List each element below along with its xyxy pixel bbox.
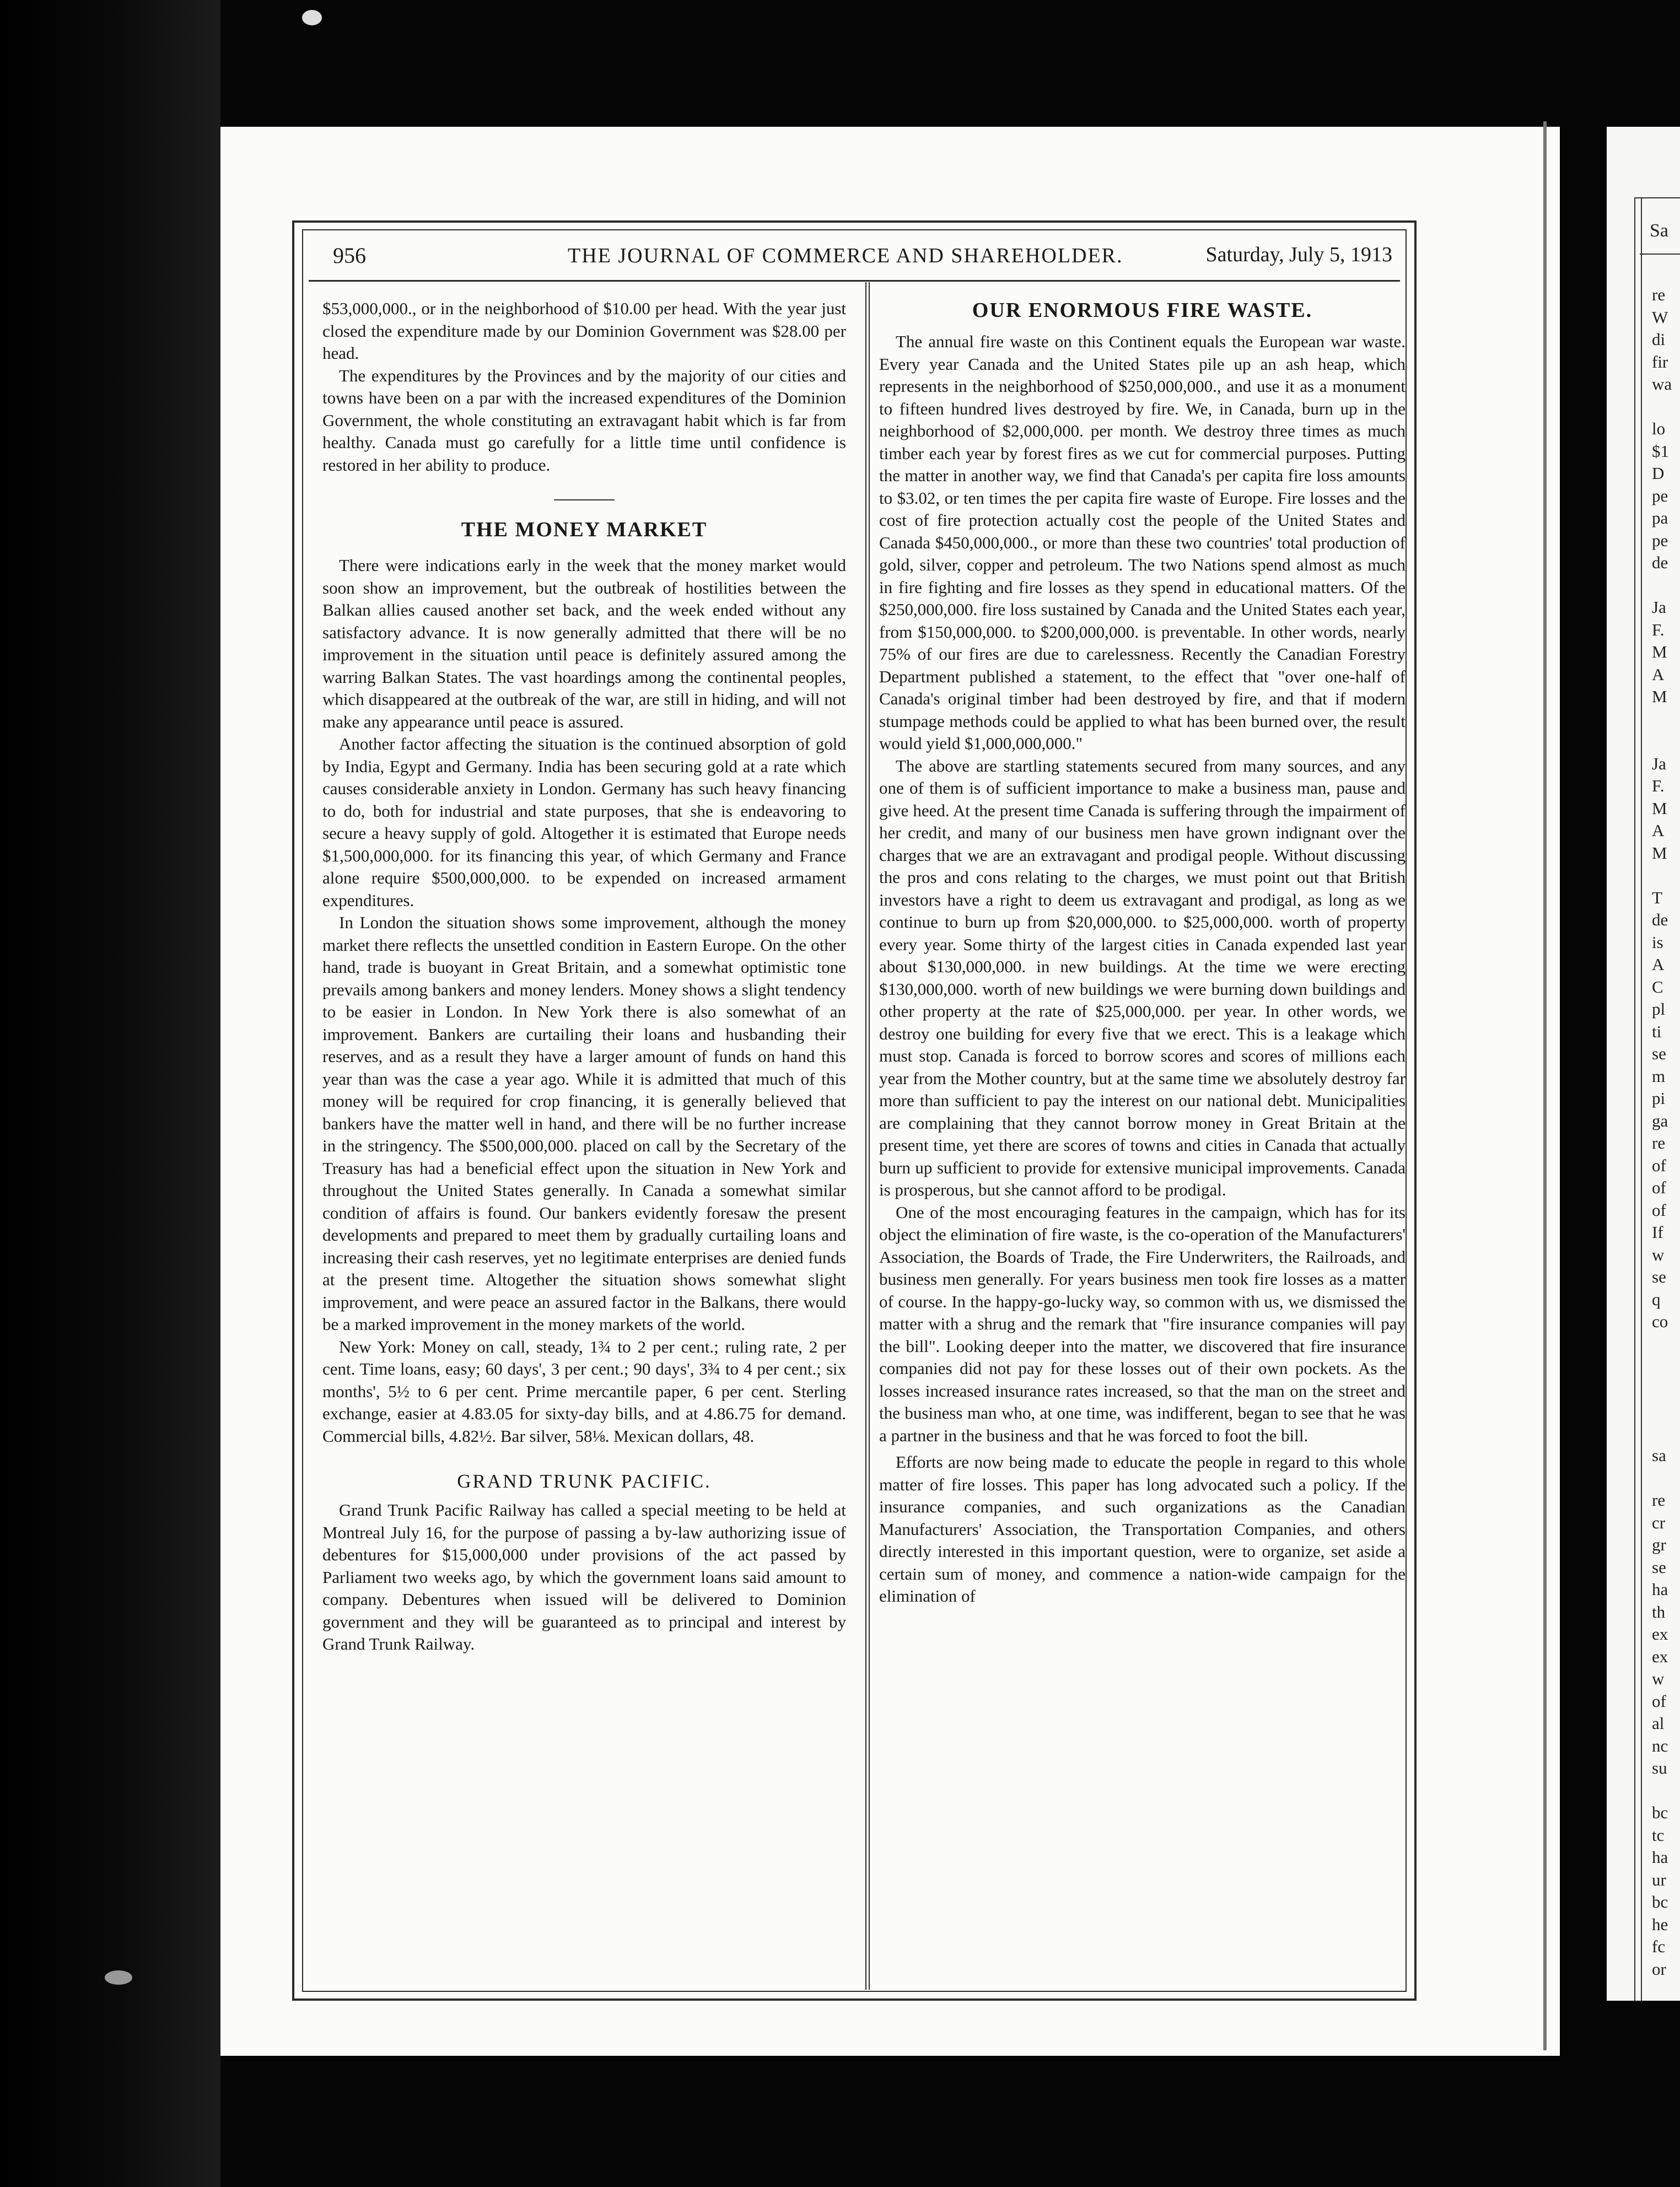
adjacent-line-fragment: lo xyxy=(1652,419,1666,438)
money-market-title: THE MONEY MARKET xyxy=(461,518,708,541)
adjacent-line-fragment xyxy=(1652,1467,1672,1490)
adjacent-line-fragment: of xyxy=(1652,1155,1666,1175)
money-market-paragraph: There were indications early in the week that the money market would soon show an improvement, but the outbreak of hostilities between the Balkan allies caused another set back, and the week ended without any satisfactory advance. It is now generally admitted that there will be no improvement in the situation until peace is definitely assured among the warring Balkan States. The vast hoardings among the continental peoples, which disappeared at the outbreak of the war, are still in hiding, and will not make any appearance until peace is assured. xyxy=(322,556,846,731)
adjacent-page-frame xyxy=(1634,197,1680,198)
adjacent-line-fragment xyxy=(1652,574,1672,597)
adjacent-line-fragment: of xyxy=(1652,1691,1666,1711)
adjacent-line-fragment: A xyxy=(1652,955,1665,974)
adjacent-line-fragment xyxy=(1652,1400,1672,1423)
adjacent-line-fragment: C xyxy=(1652,977,1663,996)
adjacent-line-fragment: M xyxy=(1652,843,1667,863)
adjacent-line-fragment: or xyxy=(1652,1959,1666,1979)
money-market-paragraph: In London the situation shows some improvement, although the money market there reflects the unsettled condition in Eastern Europe. On the other hand, trade is buoyant in Great Britain, and a somewhat optimistic tone prevails among bankers and money lenders. Money shows a slight tendency to be easier in London. In New York there is also somewhat of an improvement. Bankers are curtailing their loans and husbanding their reserves, and as a result they have a larger amount of funds on hand this year than was the case a year ago. While it is admitted that much of this money will be required for crop financing, it is generally believed that bankers have the matter well in hand, and there will be no further increase in the stringency. The $500,000,000. placed on call by the Secretary of the Treasury has had a beneficial effect upon the situation in New York and throughout the United States generally. In Canada a somewhat similar condition of affairs is found. Our bankers evidently foresaw the present developments and prepared to meet them by gradually curtailing loans and increasing their cash reserves, yet no legitimate enterprises are denied funds at the present time. Altogether the situation shows somewhat slight improvement, and were peace an assured factor in the Balkans, there would be a marked improvement in the money markets of the world. xyxy=(322,913,846,1334)
adjacent-line-fragment: pe xyxy=(1652,530,1668,550)
adjacent-line-fragment: co xyxy=(1652,1312,1668,1331)
adjacent-line-fragment: w xyxy=(1652,1245,1665,1264)
page-number: 956 xyxy=(333,243,366,268)
adjacent-line-fragment: th xyxy=(1652,1602,1666,1622)
publication-title: THE JOURNAL OF COMMERCE AND SHAREHOLDER. xyxy=(568,244,1123,267)
adjacent-page-header: Sa xyxy=(1650,220,1668,241)
adjacent-line-fragment xyxy=(1652,1423,1672,1445)
adjacent-line-fragment: is xyxy=(1652,932,1663,952)
adjacent-line-fragment: fc xyxy=(1652,1937,1666,1956)
adjacent-line-fragment: tc xyxy=(1652,1825,1665,1845)
fire-waste-paragraph: The above are startling statements secured from many sources, and any one of them is of sufficient importance to make a business man, pause and give heed. At the present time Canada is suffering through the impairment of her credit, and many of our business men have grown indignant over the charges that we are an extravagant and prodigal people. Without discussing the pros and cons relating to the charges, we must point out that British investors have a right to deem us extravagant and prodigal, as long as we continue to burn up from $20,000,000. to $25,000,000. worth of property every year. Some thirty of the largest cities in Canada expended last year about $130,000,000. in new buildings. At the time we were erecting $130,000,000. worth of new buildings we were burning down buildings and other property at the rate of $25,000,000. per year. In other words, we destroy one building for every five that we erect. This is a leakage which must stop. Canada is forced to borrow scores and scores of millions each year from the Mother country, but at the same time we absolutely destroy far more than sufficient to pay the interest on our national debt. Municipalities are complaining that they cannot borrow money in Great Britain at the present time, yet there are scores of towns and cities in Canada that actually burn up sufficient to provide for extensive municipal improvements. Canada is prosperous, but she cannot afford to be prodigal. xyxy=(879,756,1406,1199)
adjacent-line-fragment: ga xyxy=(1652,1111,1668,1130)
adjacent-line-fragment: pl xyxy=(1652,999,1666,1019)
adjacent-line-fragment: sa xyxy=(1652,1446,1666,1465)
adjacent-line-fragment xyxy=(1652,864,1672,887)
adjacent-line-fragment: bc xyxy=(1652,1803,1668,1822)
adjacent-line-fragment: se xyxy=(1652,1267,1666,1286)
adjacent-line-fragment: di xyxy=(1652,330,1666,349)
adjacent-line-fragment xyxy=(1652,1780,1672,1802)
adjacent-line-fragment: su xyxy=(1652,1758,1667,1777)
adjacent-line-fragment: nc xyxy=(1652,1736,1668,1755)
adjacent-line-fragment: $1 xyxy=(1652,441,1669,461)
adjacent-line-fragment: ti xyxy=(1652,1021,1662,1041)
adjacent-line-fragment: w xyxy=(1652,1669,1665,1688)
adjacent-line-fragment: Ja xyxy=(1652,597,1666,617)
fire-waste-paragraph: Efforts are now being made to educate the people in regard to this whole matter of fire losses. This paper has long advocated such a policy. If the insurance companies, and such organizations as the Canadian Manufacturers' Association, the Transportation Companies, and others directly interested in this important question, were to organize, set aside a certain sum of money, and commence a nation-wide campaign for the elimination of xyxy=(879,1452,1406,1606)
adjacent-line-fragment: D xyxy=(1652,464,1665,483)
fire-waste-paragraph: One of the most encouraging features in the campaign, which has for its object the elimination of fire waste, is the co-operation of the Manufacturers' Association, the Boards of Trade, the Fire Underwriters, the Railroads, and business men generally. For years business men took fire losses as a matter of course. In the happy-go-lucky way, so common with us, we dismissed the matter with a shrug and the remark that "fire insurance companies will pay the bill". Looking deeper into the matter, we discovered that fire insurance companies did not pay for these losses out of their own pockets. As the losses increased insurance rates increased, so that the man on the street and the business man who, at one time, was indifferent, began to see that he was a partner in the business and that he was forced to foot the bill. xyxy=(879,1202,1406,1445)
grand-trunk-title: GRAND TRUNK PACIFIC. xyxy=(457,1470,712,1492)
adjacent-page-frame xyxy=(1634,198,1635,2001)
adjacent-line-fragment: ur xyxy=(1652,1870,1666,1889)
adjacent-line-fragment: m xyxy=(1652,1066,1666,1086)
adjacent-line-fragment: T xyxy=(1652,887,1662,907)
adjacent-line-fragment xyxy=(1652,396,1672,418)
adjacent-line-fragment: M xyxy=(1652,798,1667,818)
adjacent-page-frame xyxy=(1641,198,1642,2001)
adjacent-line-fragment xyxy=(1652,1333,1672,1356)
adjacent-line-fragment: al xyxy=(1652,1714,1665,1733)
adjacent-line-fragment: bc xyxy=(1652,1892,1668,1911)
adjacent-line-fragment: M xyxy=(1652,687,1667,706)
adjacent-line-fragment: A xyxy=(1652,821,1665,840)
adjacent-header-rule xyxy=(1640,254,1680,255)
intro-paragraph: $53,000,000., or in the neighborhood of $10.00 per head. With the year just closed the expenditure made by our Dominion Government was $28.00 per head. xyxy=(322,299,846,363)
dust-speck xyxy=(302,10,322,25)
adjacent-line-fragment: q xyxy=(1652,1289,1661,1309)
money-market-paragraph: Another factor affecting the situation is the continued absorption of gold by India, Egypt and Germany. India has been securing gold at a rate which causes considerable anxiety in London. Germany has such heavy financing to do, both for industrial and state purposes, that she is endeavoring to secure a heavy supply of gold. Altogether it is estimated that Europe needs $1,500,000,000. for its financing this year, of which Germany and France alone require $500,000,000. to be expended on increased armament expenditures. xyxy=(322,734,846,910)
fire-waste-paragraph: The annual fire waste on this Continent equals the European war waste. Every year Canada and the United States pile up an ash heap, which represents in the neighborhood of $250,000,000., and use it as a monument to fifteen hundred lives destroyed by fire. We, in Canada, burn up in the neighborhood of $2,000,000. per month. We destroy three times as much timber each year by forest fires as we cut for commercial purposes. Putting the matter in another way, we find that Canada's per capita fire loss amounts to $3.02, or ten times the per capita fire waste of Europe. Fire losses and the cost of fire protection actually cost the people of the United States and Canada $450,000,000., or more than these two countries' total production of gold, silver, copper and petroleum. The two Nations spend almost as much in fire fighting and fire losses as they spend in educational matters. Of the $250,000,000. fire loss sustained by Canada and the United States each year, from $150,000,000. to $200,000,000. is preventable. In other words, nearly 75% of our fires are due to carelessness. Recently the Canadian Forestry Department published a statement, to the effect that "over one-half of Canada's original timber had been destroyed by fire, and that if modern stumpage methods could be applied to what has been burned over, the result would yield $1,000,000,000." xyxy=(879,332,1406,753)
adjacent-line-fragment: ex xyxy=(1652,1646,1668,1666)
adjacent-line-fragment xyxy=(1652,1355,1672,1378)
right-column xyxy=(879,298,1406,1608)
issue-date: Saturday, July 5, 1913 xyxy=(1205,243,1392,266)
adjacent-line-fragment xyxy=(1652,708,1672,731)
adjacent-line-fragment: gr xyxy=(1652,1535,1666,1554)
adjacent-line-fragment: pa xyxy=(1652,508,1668,527)
adjacent-line-fragment: If xyxy=(1652,1222,1663,1242)
adjacent-line-fragment: F. xyxy=(1652,620,1665,639)
adjacent-line-fragment: de xyxy=(1652,910,1668,929)
adjacent-line-fragment: ex xyxy=(1652,1624,1668,1644)
adjacent-page-text xyxy=(1652,284,1672,1980)
adjacent-line-fragment: of xyxy=(1652,1178,1666,1197)
adjacent-line-fragment: A xyxy=(1652,664,1665,684)
header-rule xyxy=(309,280,1400,282)
page-gutter xyxy=(1543,121,1547,2050)
column-rule xyxy=(865,282,870,1990)
scan-dark-margin xyxy=(0,0,220,2187)
adjacent-line-fragment: ha xyxy=(1652,1847,1668,1867)
adjacent-line-fragment: re xyxy=(1652,1133,1666,1152)
adjacent-line-fragment: wa xyxy=(1652,374,1672,394)
adjacent-line-fragment: ha xyxy=(1652,1580,1668,1599)
adjacent-line-fragment: M xyxy=(1652,642,1667,661)
adjacent-line-fragment: Ja xyxy=(1652,753,1666,773)
left-column xyxy=(322,298,846,1656)
adjacent-line-fragment: re xyxy=(1652,285,1666,304)
adjacent-line-fragment: cr xyxy=(1652,1512,1666,1532)
adjacent-line-fragment: pe xyxy=(1652,486,1668,505)
adjacent-page-fragment xyxy=(1607,127,1680,2001)
adjacent-line-fragment: pi xyxy=(1652,1089,1666,1108)
adjacent-line-fragment: se xyxy=(1652,1557,1666,1577)
adjacent-line-fragment: he xyxy=(1652,1914,1668,1934)
money-market-rates: New York: Money on call, steady, 1¾ to 2 per cent.; ruling rate, 2 per cent. Time loans, easy; 60 days', 3 per cent.; 90 days', 3¾ to 4 per cent.; six months', 5½ to 6 per cent. Prime mercantile paper, 6 per cent. Sterling exchange, easier at 4.83.05 for sixty-day bills, and at 4.86.75 for demand. Commercial bills, 4.82½. Bar silver, 58⅛. Mexican dollars, 48. xyxy=(322,1337,846,1446)
adjacent-line-fragment: de xyxy=(1652,553,1668,572)
adjacent-line-fragment xyxy=(1652,1378,1672,1400)
adjacent-line-fragment: of xyxy=(1652,1200,1666,1220)
adjacent-line-fragment: W xyxy=(1652,307,1668,327)
adjacent-line-fragment: F. xyxy=(1652,776,1665,795)
grand-trunk-paragraph: Grand Trunk Pacific Railway has called a special meeting to be held at Montreal July 16, for the purpose of passing a by-law authorizing issue of debentures for $15,000,000 under provisions of the act passed by Parliament two weeks ago, by which the government loans said amount to company. Debentures when issued will be delivered to Dominion government and they will be guaranteed as to principal and interest by Grand Trunk Railway. xyxy=(322,1500,846,1653)
page-header xyxy=(309,237,1400,280)
adjacent-line-fragment xyxy=(1652,730,1672,753)
fire-waste-title: OUR ENORMOUS FIRE WASTE. xyxy=(972,299,1313,322)
intro-paragraph: The expenditures by the Provinces and by the majority of our cities and towns have been on a par with the increased expenditures of the Dominion Government, the whole constituting an extravagant habit which is far from healthy. Canada must go carefully for a little time until confidence is restored in her ability to produce. xyxy=(322,365,846,475)
dust-speck xyxy=(105,1970,132,1985)
adjacent-line-fragment: fir xyxy=(1652,352,1668,371)
adjacent-line-fragment: se xyxy=(1652,1044,1666,1063)
adjacent-line-fragment: re xyxy=(1652,1490,1666,1510)
